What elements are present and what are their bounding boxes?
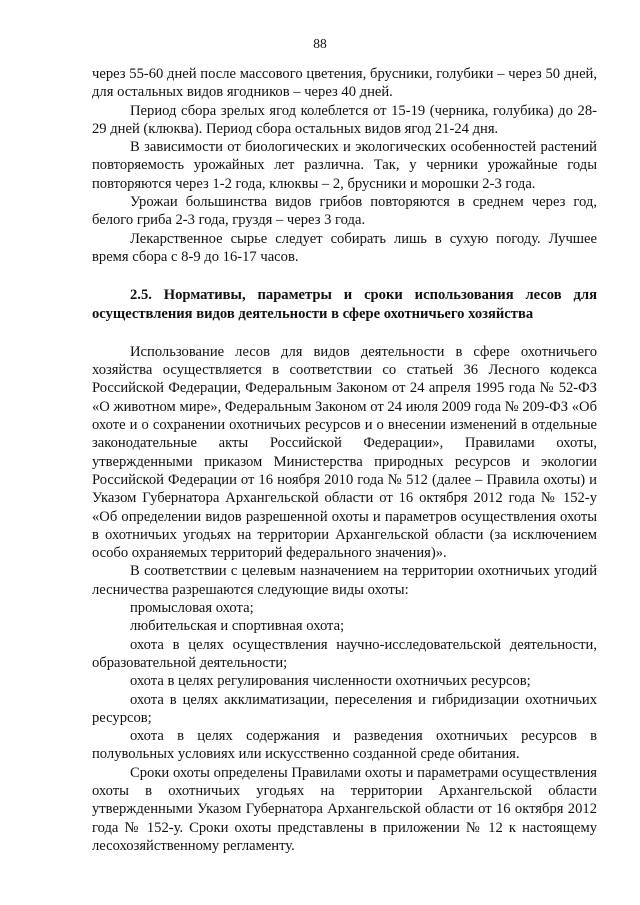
paragraph-berry-period: Период сбора зрелых ягод колеблется от 15-19 (черника, голубика) до 28-29 дней (клюква). Период сбора остальных видов ягод 21-24 дня. — [92, 102, 597, 137]
list-item: охота в целях содержания и разведения охотничьих ресурсов в полувольных условиях или искусственно созданной среде обитания. — [92, 728, 597, 763]
list-item: любительская и спортивная охота; — [130, 618, 345, 635]
section-heading: 2.5. Нормативы, параметры и сроки использования лесов для осуществления видов деятельности в сфере охотничьего хозяйства — [92, 287, 597, 322]
paragraph-harvest-years: В зависимости от биологических и экологических особенностей растений повторяемость урожайных лет различна. Так, у черники урожайные годы повторяются через 1-2 года, клюквы – 2, брусники и морошки 2-3 года. — [92, 139, 597, 192]
list-item: охота в целях акклиматизации, переселения и гибридизации охотничьих ресурсов; — [92, 691, 597, 726]
spacer — [92, 266, 597, 276]
paragraph-hunting-intro: В соответствии с целевым назначением на территории охотничьих угодий лесничества разрешаются следующие виды охоты: — [92, 563, 597, 598]
list-item: охота в целях осуществления научно-исследовательской деятельности, образовательной деятельности; — [92, 636, 597, 671]
paragraph-legal-basis: Использование лесов для видов деятельности в сфере охотничьего хозяйства осуществляется в соответствии со статьей 36 Лесного кодекса Российской Федерации, Федеральным Законом от 24 апреля 1995 года № 52-ФЗ «О животном мире», Федеральным Законом от 24 июля 2009 года № 209-ФЗ «Об охоте и о сохранении охотничьих ресурсов и о внесении изменений в отдельные законодательные акты Российской Федерации», Правилами охоты, утвержденными приказом Министерства природных ресурсов и экологии Российской Федерации от 16 ноября 2010 года № 512 (далее – Правила охоты) и Указом Губернатора Архангельской области от 16 октября 2012 года № 152-у «Об определении видов разрешенной охоты и параметров осуществления охоты в охотничьих угодьях на территории Архангельской области (за исключением особо охраняемых территорий федерального значения)». — [92, 343, 597, 562]
paragraph-medicinal-raw: Лекарственное сырье следует собирать лишь в сухую погоду. Лучшее время сбора с 8-9 до 16-17 часов. — [92, 230, 597, 265]
document-body — [92, 65, 597, 855]
paragraph-hunting-terms: Сроки охоты определены Правилами охоты и параметрами осуществления охоты в охотничьих угодьях на территории Архангельской области утвержденными Указом Губернатора Архангельской области от 16 октября 2012 года № 152-у. Сроки охоты представлены в приложении № 12 к настоящему лесохозяйственному регламенту. — [92, 764, 597, 854]
list-item: промысловая охота; — [130, 600, 254, 617]
paragraph-mushroom-yields: Урожаи большинства видов грибов повторяются в среднем через год, белого гриба 2-3 года, груздя – через 3 года. — [92, 194, 597, 229]
list-item: охота в целях регулирования численности охотничьих ресурсов; — [130, 673, 531, 690]
paragraph-berry-timing-cont: через 55-60 дней после массового цветения, брусники, голубики – через 50 дней, для остальных видов ягодников – через 40 дней. — [92, 66, 597, 101]
page-number: 88 — [313, 36, 327, 51]
